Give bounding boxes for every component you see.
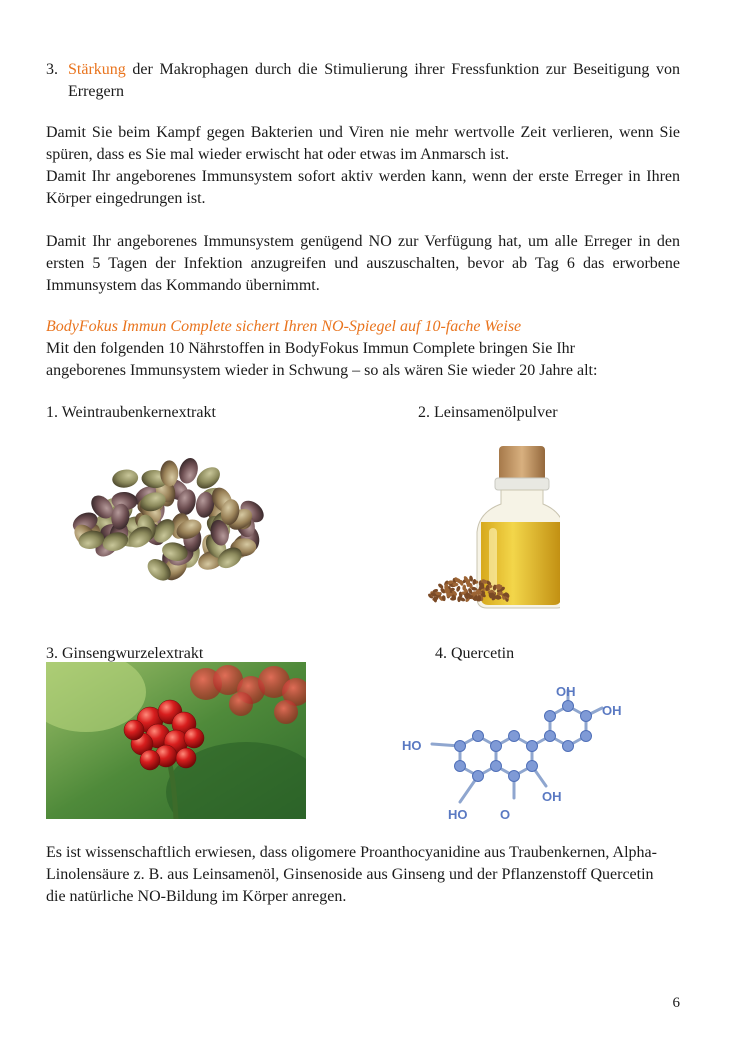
molecule-label-oh-right: OH — [602, 703, 622, 718]
list-item-text: der Makrophagen durch die Stimulierung ihrer Fressfunktion zur Beseitigung von Erregern — [68, 61, 681, 100]
section-heading: BodyFokus Immun Complete sichert Ihren NO-Spiegel auf 10-fache Weise — [46, 318, 522, 335]
paragraph-3: Damit Ihr angeborenes Immunsystem genügend NO zur Verfügung hat, um alle Erreger in den ersten 5 Tagen der Infektion anzugreifen und auszuschalten, bevor ab Tag 6 das erworbene Immunsystem das Kommando übernimmt. — [46, 233, 680, 294]
list-number: 3. — [46, 61, 58, 78]
nutrient-label-2: 2. Leinsamenölpulver — [418, 404, 558, 421]
page-number: 6 — [672, 995, 680, 1011]
list-item-3 — [68, 59, 680, 103]
quercetin-molecule-image — [396, 680, 636, 825]
linseed-oil-bottle-image — [425, 440, 560, 615]
molecule-label-oh-mid: OH — [542, 789, 562, 804]
highlight-word: Stärkung — [68, 61, 126, 78]
molecule-label-ho-left: HO — [402, 738, 422, 753]
paragraph-1: Damit Sie beim Kampf gegen Bakterien und Viren nie mehr wertvolle Zeit verlieren, wenn Sie spüren, dass es Sie mal wieder erwischt hat oder etwas im Anmarsch ist. — [46, 124, 680, 163]
grape-seeds-image — [72, 450, 267, 590]
molecule-label-oh-top: OH — [556, 684, 576, 699]
intro-paragraph: Mit den folgenden 10 Nährstoffen in BodyFokus Immun Complete bringen Sie Ihr angeborenes Immunsystem wieder in Schwung – so als wären Sie wieder 20 Jahre alt: — [46, 340, 598, 379]
nutrient-label-3: 3. Ginsengwurzelextrakt — [46, 645, 204, 662]
nutrient-label-4: 4. Quercetin — [435, 645, 515, 662]
molecule-label-o-bottom: O — [500, 807, 511, 822]
conclusion-paragraph: Es ist wissenschaftlich erwiesen, dass oligomere Proanthocyanidine aus Traubenkernen, Alpha-Linolensäure z. B. aus Leinsamenöl, Ginsenoside aus Ginseng und der Pflanzenstoff Quercetin die natürliche NO-Bildung im Körper anregen. — [46, 844, 657, 905]
paragraph-2: Damit Ihr angeborenes Immunsystem sofort aktiv werden kann, wenn der erste Erreger in Ihren Körper eingedrungen ist. — [46, 168, 680, 207]
ginseng-berries-image — [46, 662, 306, 819]
nutrient-label-1: 1. Weintraubenkernextrakt — [46, 404, 216, 421]
molecule-label-ho-bottom: HO — [448, 807, 468, 822]
